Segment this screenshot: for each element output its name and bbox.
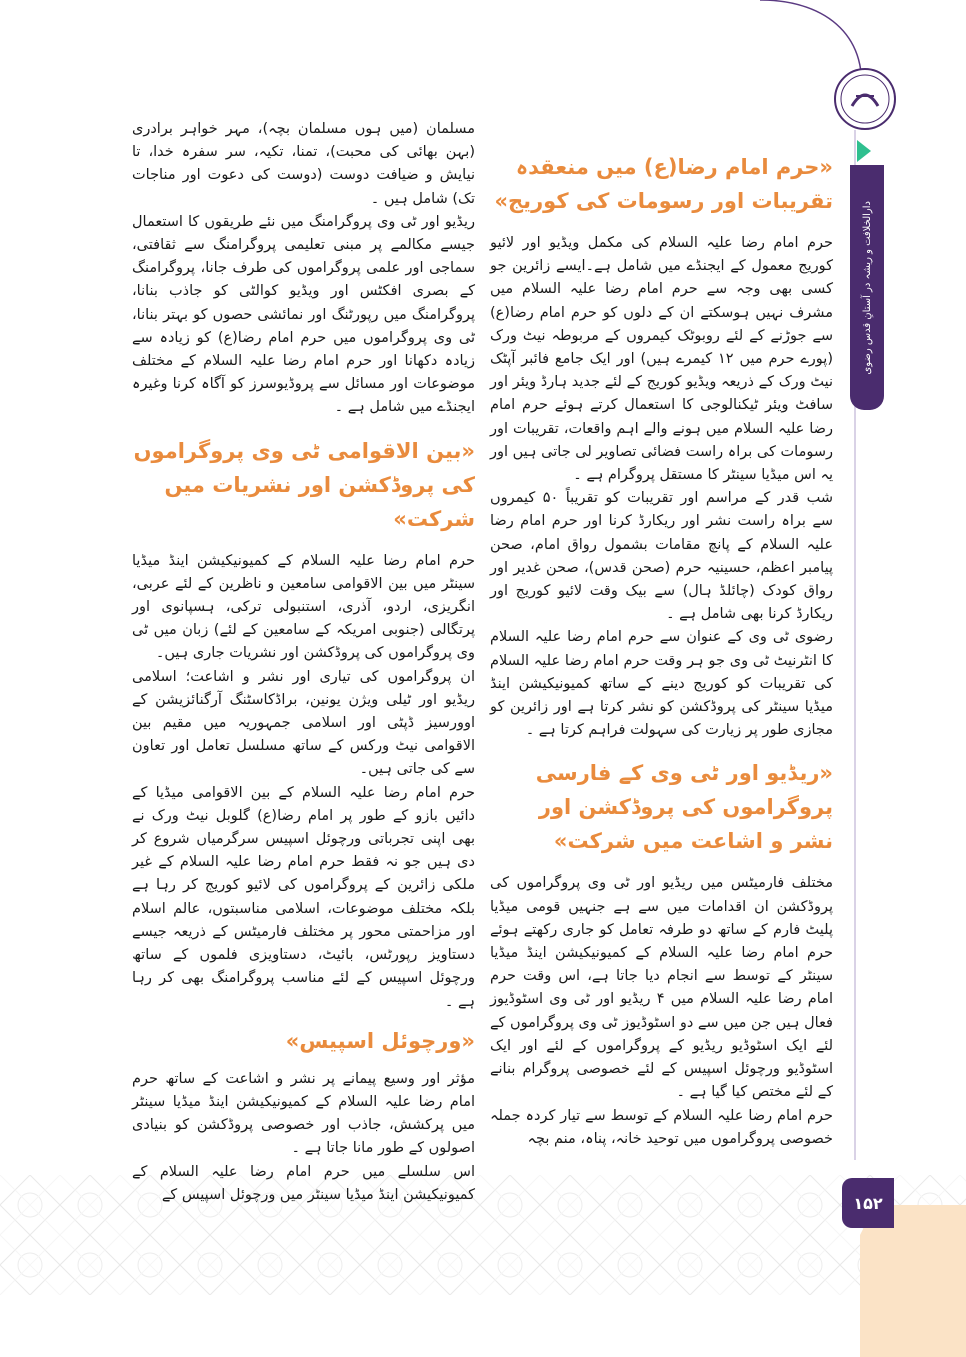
paragraph: رضوی ٹی وی کے عنوان سے حرم امام رضا علیہ السلام کا انٹرنیٹ ٹی وی جو ہر وقت حرم امام رضا علیہ السلام کی تقریبات کو کوریج دینے کے ساتھ کمیونیکیشن اینڈ میڈیا سینٹر کی پروڈکشن کو نشر کرتا ہے اور زائرین کو مجازی طور پر زیارت کی سہولت فراہم کرتا ہے ۔ (490, 629, 833, 739)
publication-logo (832, 66, 898, 132)
paragraph: حرم امام رضا علیہ السلام کے توسط سے تیار کردہ جملہ خصوصی پروگراموں میں توحید خانہ، پناہ، منم بچہ (490, 1107, 833, 1147)
paragraph: ریڈیو اور ٹی وی پروگرامنگ میں نئے طریقوں کا استعمال جیسے مکالمے پر مبنی تعلیمی پروگرامنگ سے ثقافتی، سماجی اور علمی پروگراموں کی طرف جانا، پروگرامنگ کے بصری افکٹس اور ویڈیو کوالٹی کو جاذب بنانا، پروگرامنگ میں رپورٹنگ اور نمائشی حصوں کو بہتر بنانا، ٹی وی پروگراموں میں حرم امام رضا(ع) کو زیادہ سے زیادہ دکھانا اور حرم امام رضا علیہ السلام کے مختلف موضوعات اور مسائل سے پروڈیوسرز کو آگاہ کرنا وغیرہ ایجنڈے میں شامل ہے ۔ (132, 213, 475, 416)
running-head (850, 165, 884, 410)
paragraph: مختلف فارمیٹس میں ریڈیو اور ٹی وی پروگراموں کی پروڈکشن ان اقدامات میں سے ہے جنہیں قومی میڈیا پلیٹ فارم کے ساتھ دو طرفہ تعامل کو جاری رکھتے ہوئے حرم امام رضا علیہ السلام کے کمیونیکیشن اینڈ میڈیا سینٹر کے توسط سے انجام دیا جاتا ہے، اس وقت حرم امام رضا علیہ السلام میں ۴ ریڈیو اور ٹی وی اسٹوڈیوز فعال ہیں جن میں سے دو اسٹوڈیوز ٹی وی پروگراموں کے لئے ایک اسٹوڈیو ریڈیو کے پروگراموں کے لئے اور ایک اسٹوڈیو ورچوئل اسپیس کے لئے خصوصی پروگرام بنانے کے لئے مختص کیا گیا ہے ۔ (490, 875, 833, 1101)
section-heading: «ورچوئل اسپیس» (285, 1028, 475, 1053)
right-column (490, 150, 833, 1151)
paragraph: شب قدر کے مراسم اور تقریبات کو تقریباً ۵۰ کیمروں سے براہ راست نشر اور ریکارڈ کرنا اور حرم امام رضا علیہ السلام کے پانچ مقامات بشمول رواق امام، صحن پیامبر اعظم، حسینیہ حرم (صحن قدس)، صحن غدیر اور رواق کودک (چائلڈ ہال) سے بیک وقت لائیو کوریج اور ریکارڈ کرنا بھی شامل ہے ۔ (490, 490, 834, 623)
paragraph: مسلمان (میں ہوں مسلمان بچہ)، مہر خواہر برادری (بہن بھائی کی محبت)، تمنا، تکیہ، سر سفرہ خدا، تا نیایش و ضیافت دوست (دوست کی دعوت اور مناجات تک) شامل ہیں ۔ (132, 121, 475, 207)
paragraph: مؤثر اور وسیع پیمانے پر نشر و اشاعت کے ساتھ حرم امام رضا علیہ السلام کے کمیونیکیشن اینڈ میڈیا سینٹر میں پرکشش، جاذب اور خصوصی پروڈکشن کو بنیادی اصولوں کے طور مانا جاتا ہے ۔ (132, 1070, 475, 1157)
paragraph: حرم امام رضا علیہ السلام کے بین الاقوامی میڈیا کے دائیں بازو کے طور پر امام رضا(ع) گلوبل نیٹ ورک نے بھی اپنی تجرباتی ورچوئل اسپیس سرگرمیاں شروع کر دی ہیں جو نہ فقط حرم امام رضا علیہ السلام کے غیر ملکی زائرین کے پروگراموں کی لائیو کوریج کر رہا ہے بلکہ مختلف موضوعات، اسلامی مناسبتوں، عالم اسلام اور مزاحمتی محور پر مختلف فارمیٹس کے ذریعہ جیسے دستاویز رپورٹس، بائیٹ، دستاویزی فلموں کے ساتھ ورچوئل اسپیس کے لئے مناسب پروگرامنگ بھی کر رہا ہے ۔ (132, 784, 475, 1010)
section-heading: «حرم امام رضا(ع) میں منعقدہ تقریبات اور رسومات کی کوریج» (494, 155, 833, 213)
paragraph: ان پروگراموں کی تیاری اور نشر و اشاعت؛ اسلامی ریڈیو اور ٹیلی ویژن یونین، براڈکاسٹنگ آرگنائزیشن کے اوورسیز ڈپٹی اور اسلامی جمہوریہ میں مقیم بین الاقوامی نیٹ ورکس کے ساتھ مسلسل تعامل اور تعاون سے کی جاتی ہیں۔ (132, 668, 475, 778)
running-head-text: دارالخلافت و ریشہ در آستانِ قدس رضوی (861, 200, 873, 375)
paragraph: حرم امام رضا علیہ السلام کے کمیونیکیشن اینڈ میڈیا سینٹر میں بین الاقوامی سامعین و ناظرین کے لئے عربی، انگریزی، اردو، آذری، استنبولی ترکی، ہسپانوی اور پرتگالی (جنوبی امریکہ کے سامعین کے لئے) زبان میں ٹی وی پروگراموں کی پروڈکشن اور نشریات جاری ہیں۔ (132, 552, 475, 662)
page-number: ۱۵۲ (842, 1178, 894, 1228)
section-marker-icon (857, 140, 871, 162)
section-heading: «ریڈیو اور ٹی وی کے فارسی پروگراموں کی پروڈکشن اور نشر و اشاعت میں شرکت» (535, 761, 833, 854)
paragraph: اس سلسلے میں حرم امام رضا علیہ السلام کے کمیونیکیشن اینڈ میڈیا سینٹر میں ورچوئل اسپیس کے (132, 1163, 475, 1203)
left-column (132, 118, 475, 1207)
paragraph: حرم امام رضا علیہ السلام کی مکمل ویڈیو اور لائیو کوریج معمول کے ایجنڈے میں شامل ہے۔ایسے زائرین جو کسی بھی وجہ سے حرم امام رضا علیہ السلام میں مشرف نہیں ہوسکتے ان کے دلوں کو حرم امام رضا(ع) سے جوڑنے کے لئے روبوٹک کیمروں کے مربوطہ نیٹ ورک (پورے حرم میں ۱۲ کیمرے ہیں) اور ایک جامع فائبر آپٹک نیٹ ورک کے ذریعہ ویڈیو کوریج کے لئے جدید ہارڈ ویئر اور سافٹ ویئر ٹیکنالوجی کا استعمال کرتے ہوئے حرم امام رضا علیہ السلام میں ہونے والے اہم واقعات، تقریبات اور رسومات کی براہ راست فضائی تصاویر لی جاتی ہیں اور یہ اس میڈیا سینٹر کا مستقل پروگرام ہے ۔ (490, 235, 833, 484)
section-heading: «بین الاقوامی ٹی وی پروگراموں کی پروڈکشن اور نشریات میں شرکت» (133, 438, 475, 531)
